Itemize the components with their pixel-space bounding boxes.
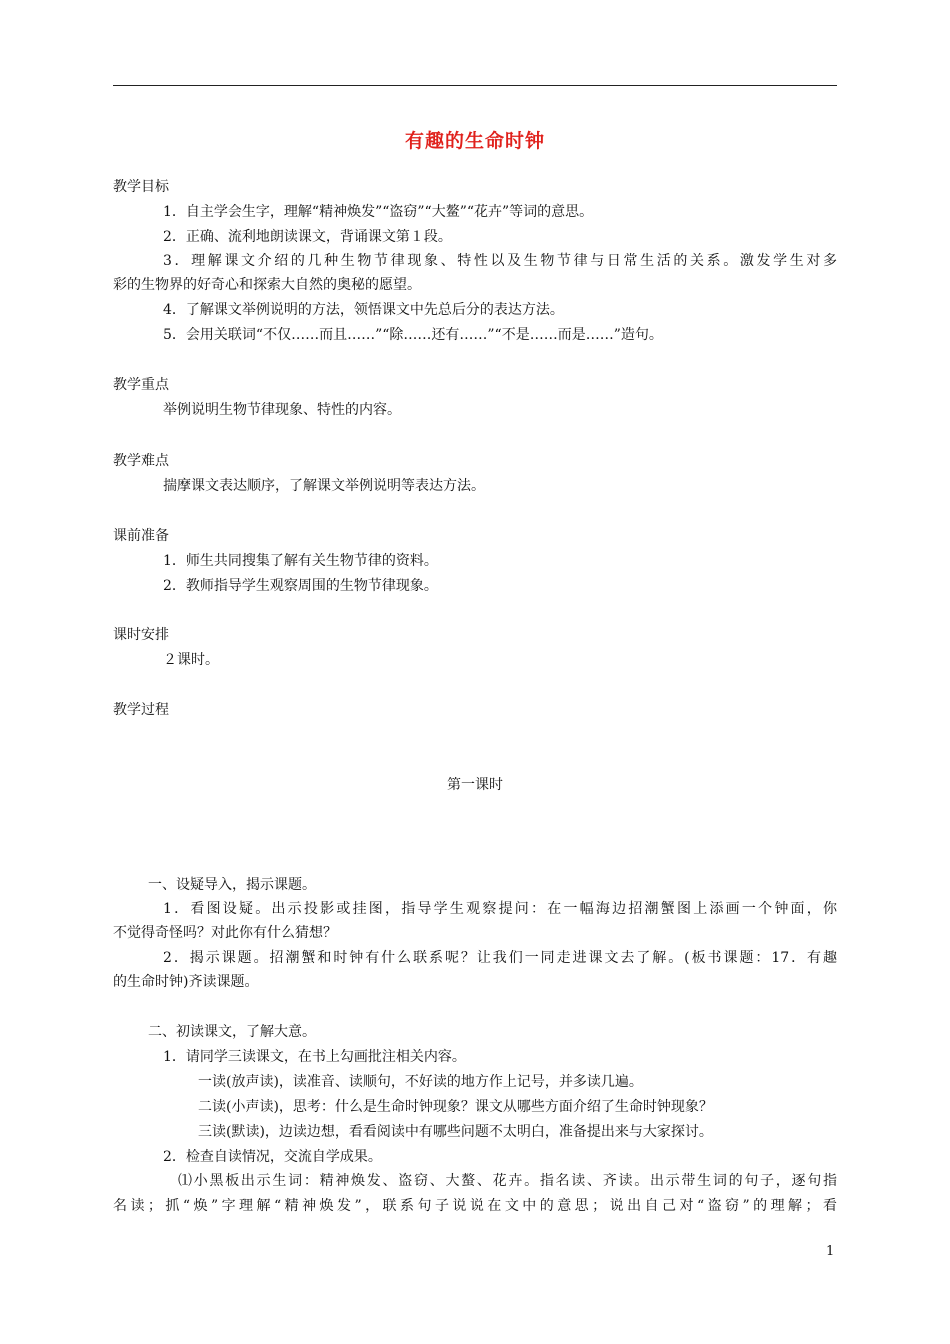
- paragraph-line: 名读；抓“焕”字理解“精神焕发”，联系句子说说在文中的意思；说出自己对“盗窃”的理解；看: [113, 1198, 837, 1214]
- paragraph-line: 2．揭示课题。招潮蟹和时钟有什么联系呢？让我们一同走进课文去了解。(板书课题：17．有趣: [163, 950, 837, 966]
- section-heading: 一、设疑导入，揭示课题。: [148, 877, 316, 893]
- preparation-item: 1．师生共同搜集了解有关生物节律的资料。: [163, 553, 438, 569]
- page-title: 有趣的生命时钟: [404, 130, 545, 152]
- preparation-item: 2．教师指导学生观察周围的生物节律现象。: [163, 578, 438, 594]
- paragraph-line: ⑴小黑板出示生词：精神焕发、盗窃、大螯、花卉。指名读、齐读。出示带生词的句子，逐句指: [178, 1173, 837, 1189]
- goal-item: 4．了解课文举例说明的方法，领悟课文中先总后分的表达方法。: [163, 302, 564, 318]
- paragraph-line: 的生命时钟)齐读课题。: [113, 974, 259, 990]
- header-rule: [113, 85, 837, 86]
- goals-heading: 教学目标: [113, 179, 169, 195]
- paragraph-line: 2．检查自读情况，交流自学成果。: [163, 1149, 382, 1165]
- goal-item: 1．自主学会生字，理解“精神焕发”“盗窃”“大鳌”“花卉”等词的意思。: [163, 204, 594, 220]
- preparation-heading: 课前准备: [113, 528, 169, 544]
- paragraph-line: 1．看图设疑。出示投影或挂图，指导学生观察提问：在一幅海边招潮蟹图上添画一个钟面，你: [163, 901, 837, 917]
- paragraph-line: 二读(小声读)，思考：什么是生命时钟现象？课文从哪些方面介绍了生命时钟现象？: [198, 1099, 713, 1115]
- paragraph-line: 不觉得奇怪吗？对此你有什么猜想？: [113, 925, 337, 941]
- difficulties-text: 揣摩课文表达顺序，了解课文举例说明等表达方法。: [163, 478, 485, 494]
- paragraph-line: 一读(放声读)，读准音、读顺句，不好读的地方作上记号，并多读几遍。: [198, 1074, 643, 1090]
- paragraph-line: 1．请同学三读课文，在书上勾画批注相关内容。: [163, 1049, 466, 1065]
- lesson-title: 第一课时: [447, 777, 503, 793]
- difficulties-heading: 教学难点: [113, 453, 169, 469]
- section-heading: 二、初读课文，了解大意。: [148, 1024, 316, 1040]
- key-points-text: 举例说明生物节律现象、特性的内容。: [163, 402, 401, 418]
- paragraph-line: 三读(默读)，边读边想，看看阅读中有哪些问题不太明白，准备提出来与大家探讨。: [198, 1124, 713, 1140]
- key-points-heading: 教学重点: [113, 377, 169, 393]
- schedule-text: ２课时。: [163, 652, 219, 668]
- goal-item: 3．理解课文介绍的几种生物节律现象、特性以及生物节律与日常生活的关系。激发学生对多: [163, 253, 837, 269]
- goal-item: 5．会用关联词“不仅……而且……”“除……还有……”“不是……而是……”造句。: [163, 327, 663, 343]
- page-number: 1: [826, 1244, 835, 1259]
- goal-item: 2．正确、流利地朗读课文，背诵课文第１段。: [163, 229, 452, 245]
- process-heading: 教学过程: [113, 702, 169, 718]
- schedule-heading: 课时安排: [113, 627, 169, 643]
- goal-item-continued: 彩的生物界的好奇心和探索大自然的奥秘的愿望。: [113, 277, 421, 293]
